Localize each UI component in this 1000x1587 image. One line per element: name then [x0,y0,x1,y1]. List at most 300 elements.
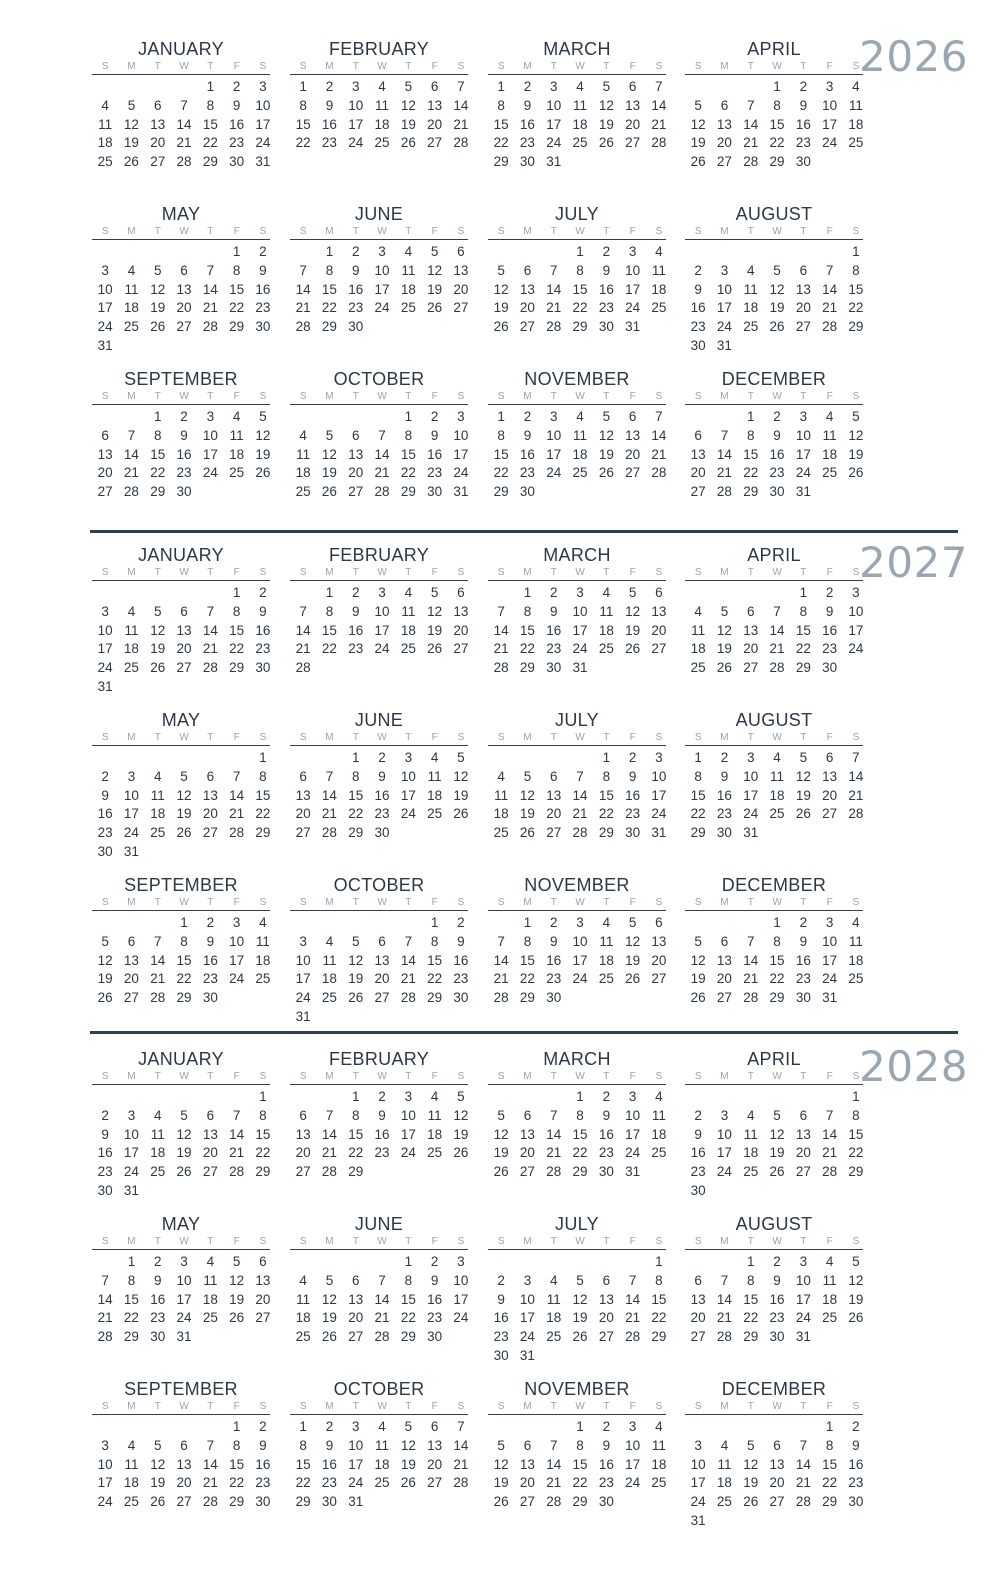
day-cell: 22 [769,135,785,151]
day-cell: 28 [400,990,416,1006]
day-cell: 16 [598,281,614,297]
day-cell: 28 [229,825,245,841]
weekday-header: S [655,1401,663,1412]
day-cell: 25 [769,806,785,822]
month-name: OCTOBER [333,1379,425,1399]
day-cell: 10 [295,952,311,968]
day-cell: 16 [546,622,562,638]
day-empty [118,78,144,97]
day-cell: 17 [822,116,838,132]
day-cell: 28 [374,1329,390,1345]
day-cell: 4 [404,585,413,600]
weekday-header: S [852,1071,860,1082]
day-cell: 23 [690,319,706,335]
month-name: JULY [555,1214,599,1234]
month-name: DECEMBER [721,369,827,389]
day-cell: 13 [176,622,192,638]
weekday-header: T [550,567,557,578]
day-cell: 21 [202,300,218,316]
day-cell: 11 [822,427,837,443]
day-cell: 7 [232,768,241,784]
weekday-header: F [431,1401,438,1412]
month-name: APRIL [747,1049,801,1069]
day-cell: 26 [150,319,166,335]
day-cell: 2 [101,768,109,784]
weekday-header: W [772,1071,782,1082]
day-empty [685,1088,711,1107]
day-cell: 21 [453,1456,469,1472]
day-cell: 20 [625,446,641,462]
day-grid [92,408,270,502]
day-cell: 17 [400,1126,416,1142]
weekday-header: F [233,567,240,578]
day-cell: 3 [299,933,307,949]
day-cell: 7 [206,603,215,619]
day-cell: 1 [206,79,215,94]
weekday-header: F [233,391,240,402]
weekday-header: T [800,1401,807,1412]
weekday-header: W [377,1236,387,1247]
day-cell: 11 [651,1107,666,1123]
day-cell: 13 [822,768,838,784]
month-name: FEBRUARY [328,39,430,59]
weekday-header: W [179,567,189,578]
day-cell: 22 [572,1145,588,1161]
weekday-header: W [179,61,189,72]
day-cell: 30 [97,843,113,859]
day-empty [790,1088,816,1107]
day-cell: 8 [576,1107,584,1123]
day-empty [171,584,197,603]
day-cell: 21 [295,641,311,657]
weekday-header-row [685,60,863,75]
day-empty [541,749,567,768]
day-cell: 14 [795,1456,811,1472]
weekday-header: T [154,1071,161,1082]
day-empty [343,1253,369,1272]
day-cell: 11 [427,768,442,784]
day-cell: 6 [351,1272,360,1288]
day-cell: 13 [651,933,667,949]
day-cell: 19 [123,135,139,151]
day-grid [488,243,666,337]
day-cell: 11 [150,1126,165,1142]
day-cell: 10 [348,1437,364,1453]
day-cell: 3 [378,244,386,259]
day-cell: 10 [400,1107,416,1123]
weekday-header: M [127,391,136,402]
day-cell: 10 [795,427,811,443]
weekday-header: S [101,226,109,237]
day-cell: 27 [625,465,641,481]
day-cell: 19 [453,787,469,803]
day-cell: 3 [101,603,109,619]
day-cell: 19 [625,622,641,638]
day-cell: 9 [720,768,729,784]
weekday-header: S [457,1401,465,1412]
day-cell: 3 [720,262,729,278]
month-september [92,1378,270,1512]
weekday-header: W [575,897,585,908]
day-cell: 13 [795,281,811,297]
day-cell: 1 [180,915,188,930]
day-cell: 27 [374,990,390,1006]
day-cell: 22 [348,806,364,822]
day-cell: 30 [427,1329,443,1345]
day-cell: 29 [822,1494,838,1510]
month-name: APRIL [747,39,801,59]
day-cell: 27 [295,1164,311,1180]
month-august [685,203,863,356]
day-cell: 6 [101,427,109,443]
weekday-header: T [154,1236,161,1247]
day-cell: 21 [202,1475,218,1491]
day-cell: 8 [180,933,188,949]
day-grid [488,1253,666,1366]
day-empty [685,584,711,603]
day-cell: 16 [255,281,271,297]
day-cell: 23 [625,806,641,822]
day-cell: 29 [255,1164,271,1180]
day-cell: 30 [769,484,785,500]
day-cell: 3 [127,1107,136,1123]
day-cell: 6 [127,933,136,949]
weekday-header: S [497,226,505,237]
day-cell: 1 [497,409,505,424]
day-cell: 15 [769,116,785,132]
weekday-header: W [772,1236,782,1247]
weekday-header: S [299,1401,307,1412]
weekday-header: F [826,732,833,743]
weekday-header: S [694,1071,702,1082]
day-cell: 17 [123,806,139,822]
day-cell: 2 [628,750,637,765]
day-cell: 2 [325,79,334,94]
day-cell: 23 [348,641,364,657]
day-cell: 27 [795,1164,811,1180]
day-cell: 30 [374,825,390,841]
month-name: SEPTEMBER [124,369,238,389]
day-cell: 12 [150,622,166,638]
day-cell: 2 [773,1254,781,1269]
month-june [290,203,468,337]
day-cell: 16 [229,116,245,132]
day-cell: 8 [852,1107,860,1123]
day-cell: 31 [348,1494,364,1510]
day-cell: 27 [519,1494,535,1510]
day-cell: 11 [573,97,588,113]
day-cell: 24 [716,1164,732,1180]
weekday-header: T [603,391,610,402]
day-grid [685,408,863,502]
day-cell: 10 [453,1272,469,1288]
day-cell: 12 [150,1456,166,1472]
day-cell: 30 [255,319,271,335]
day-cell: 24 [400,806,416,822]
day-empty [316,1088,342,1107]
day-cell: 10 [795,1272,811,1288]
day-cell: 15 [598,787,614,803]
day-cell: 13 [625,97,641,113]
day-cell: 11 [150,787,165,803]
day-cell: 23 [598,1475,614,1491]
day-cell: 23 [255,641,271,657]
day-cell: 13 [716,952,732,968]
day-cell: 25 [255,971,271,987]
day-cell: 15 [229,1456,245,1472]
day-cell: 21 [822,1145,838,1161]
day-cell: 22 [848,300,864,316]
day-cell: 5 [602,79,611,94]
day-cell: 16 [848,1456,864,1472]
weekday-header: T [603,567,610,578]
day-cell: 13 [176,1456,192,1472]
day-cell: 26 [598,135,614,151]
day-cell: 29 [572,1494,588,1510]
day-cell: 10 [651,768,667,784]
day-cell: 21 [453,116,469,132]
day-cell: 29 [690,825,706,841]
weekday-header: S [259,391,267,402]
weekday-header: S [694,1236,702,1247]
weekday-header-row [290,731,468,746]
weekday-header-row [488,731,666,746]
day-cell: 4 [746,262,755,278]
day-cell: 25 [598,971,614,987]
day-cell: 10 [202,427,218,443]
day-cell: 24 [97,660,113,676]
day-cell: 20 [453,622,469,638]
day-cell: 27 [743,660,759,676]
day-cell: 14 [229,787,245,803]
day-empty [92,1418,118,1437]
day-cell: 19 [598,116,614,132]
weekday-header-row [685,1235,863,1250]
day-cell: 2 [153,1254,162,1269]
month-name: MARCH [543,39,611,59]
weekday-header: F [826,567,833,578]
day-cell: 15 [769,952,785,968]
day-cell: 15 [202,116,218,132]
weekday-header: S [457,226,465,237]
day-cell: 9 [602,1437,611,1453]
day-cell: 18 [598,622,614,638]
weekday-header: W [179,732,189,743]
day-cell: 6 [351,427,360,443]
weekday-header: S [852,567,860,578]
day-cell: 4 [404,244,413,259]
weekday-header-row [488,225,666,240]
day-cell: 30 [176,484,192,500]
weekday-header-row [92,1235,270,1250]
day-grid [290,749,468,843]
day-cell: 12 [743,1456,759,1472]
month-august [685,1213,863,1347]
weekday-header: S [101,391,109,402]
day-cell: 5 [497,1437,505,1453]
day-cell: 31 [123,843,139,859]
day-cell: 5 [153,603,162,619]
day-cell: 18 [123,641,139,657]
weekday-header: M [523,61,532,72]
day-cell: 15 [255,1126,271,1142]
day-cell: 7 [325,768,334,784]
day-cell: 8 [259,1107,267,1123]
day-cell: 17 [795,446,811,462]
day-cell: 9 [602,1107,611,1123]
day-cell: 13 [202,1126,218,1142]
day-cell: 22 [255,806,271,822]
day-cell: 16 [321,116,337,132]
day-cell: 30 [546,990,562,1006]
weekday-header: M [720,732,729,743]
weekday-header: W [772,61,782,72]
day-cell: 24 [822,135,838,151]
day-cell: 14 [493,622,509,638]
weekday-header-row [685,896,863,911]
day-cell: 16 [97,806,113,822]
day-cell: 12 [848,1272,864,1288]
weekday-header: F [629,732,636,743]
day-cell: 10 [546,427,562,443]
day-cell: 19 [97,971,113,987]
day-cell: 6 [259,1254,267,1269]
day-cell: 17 [546,446,562,462]
day-cell: 27 [202,1164,218,1180]
day-cell: 13 [690,446,706,462]
weekday-header-row [685,1070,863,1085]
day-cell: 13 [716,116,732,132]
day-empty [145,243,171,262]
day-grid [92,584,270,697]
weekday-header: W [377,897,387,908]
day-cell: 16 [716,787,732,803]
weekday-header: M [720,1236,729,1247]
weekday-header: S [694,61,702,72]
day-cell: 6 [430,1419,439,1434]
day-cell: 30 [625,825,641,841]
weekday-header: W [772,732,782,743]
month-name: APRIL [747,545,801,565]
day-cell: 26 [716,660,732,676]
day-cell: 15 [295,116,311,132]
day-cell: 25 [150,825,166,841]
day-cell: 20 [176,1475,192,1491]
day-empty [738,1088,764,1107]
weekday-header: S [457,1236,465,1247]
weekday-header-row [488,1070,666,1085]
day-cell: 29 [769,154,785,170]
day-cell: 25 [374,135,390,151]
day-empty [790,243,816,262]
day-cell: 3 [351,79,360,94]
day-cell: 26 [453,1145,469,1161]
day-cell: 21 [176,135,192,151]
weekday-header: T [207,567,214,578]
day-cell: 20 [123,971,139,987]
day-cell: 22 [123,1310,139,1326]
month-july [488,709,666,843]
day-empty [711,1253,737,1272]
day-empty [685,243,711,262]
day-cell: 27 [795,319,811,335]
day-cell: 4 [852,915,860,930]
day-cell: 12 [453,768,469,784]
weekday-header: T [207,732,214,743]
day-cell: 3 [825,79,834,94]
day-empty [171,78,197,97]
weekday-header: M [720,1401,729,1412]
day-cell: 24 [295,990,311,1006]
day-cell: 12 [690,952,706,968]
weekday-header: F [629,1401,636,1412]
day-cell: 4 [720,1437,729,1453]
weekday-header: T [207,1236,214,1247]
day-cell: 17 [651,787,667,803]
day-cell: 13 [374,952,390,968]
day-cell: 23 [546,971,562,987]
weekday-header: S [259,1071,267,1082]
weekday-header: S [852,732,860,743]
weekday-header: T [747,1236,754,1247]
day-cell: 13 [427,1437,443,1453]
day-cell: 1 [852,1089,860,1104]
day-cell: 21 [493,971,509,987]
weekday-header: F [826,1236,833,1247]
day-cell: 9 [825,603,834,619]
day-cell: 27 [427,135,443,151]
weekday-header: T [405,391,412,402]
weekday-header: S [457,1071,465,1082]
day-empty [197,1418,223,1437]
day-cell: 18 [427,787,443,803]
day-cell: 20 [348,465,364,481]
day-cell: 12 [716,622,732,638]
day-cell: 5 [351,933,360,949]
day-grid [488,749,666,843]
day-cell: 19 [427,622,443,638]
day-cell: 25 [690,660,706,676]
weekday-header: T [405,897,412,908]
day-cell: 28 [453,135,469,151]
day-empty [223,749,249,768]
day-cell: 21 [572,806,588,822]
day-cell: 5 [497,262,505,278]
day-empty [145,1088,171,1107]
day-cell: 21 [229,806,245,822]
day-cell: 13 [202,787,218,803]
day-cell: 20 [453,281,469,297]
day-empty [145,1418,171,1437]
day-cell: 16 [176,446,192,462]
day-cell: 2 [523,79,532,94]
day-cell: 25 [374,1475,390,1491]
year-block [0,30,1000,535]
day-cell: 29 [295,1494,311,1510]
day-cell: 28 [321,1164,337,1180]
day-cell: 20 [743,641,759,657]
day-grid [92,78,270,172]
day-cell: 24 [625,1475,641,1491]
weekday-header: W [772,897,782,908]
day-cell: 3 [232,915,241,930]
day-cell: 21 [374,1310,390,1326]
day-cell: 24 [123,1164,139,1180]
day-cell: 23 [769,1310,785,1326]
weekday-header-row [685,225,863,240]
month-name: JUNE [354,710,404,730]
day-cell: 2 [259,244,267,259]
